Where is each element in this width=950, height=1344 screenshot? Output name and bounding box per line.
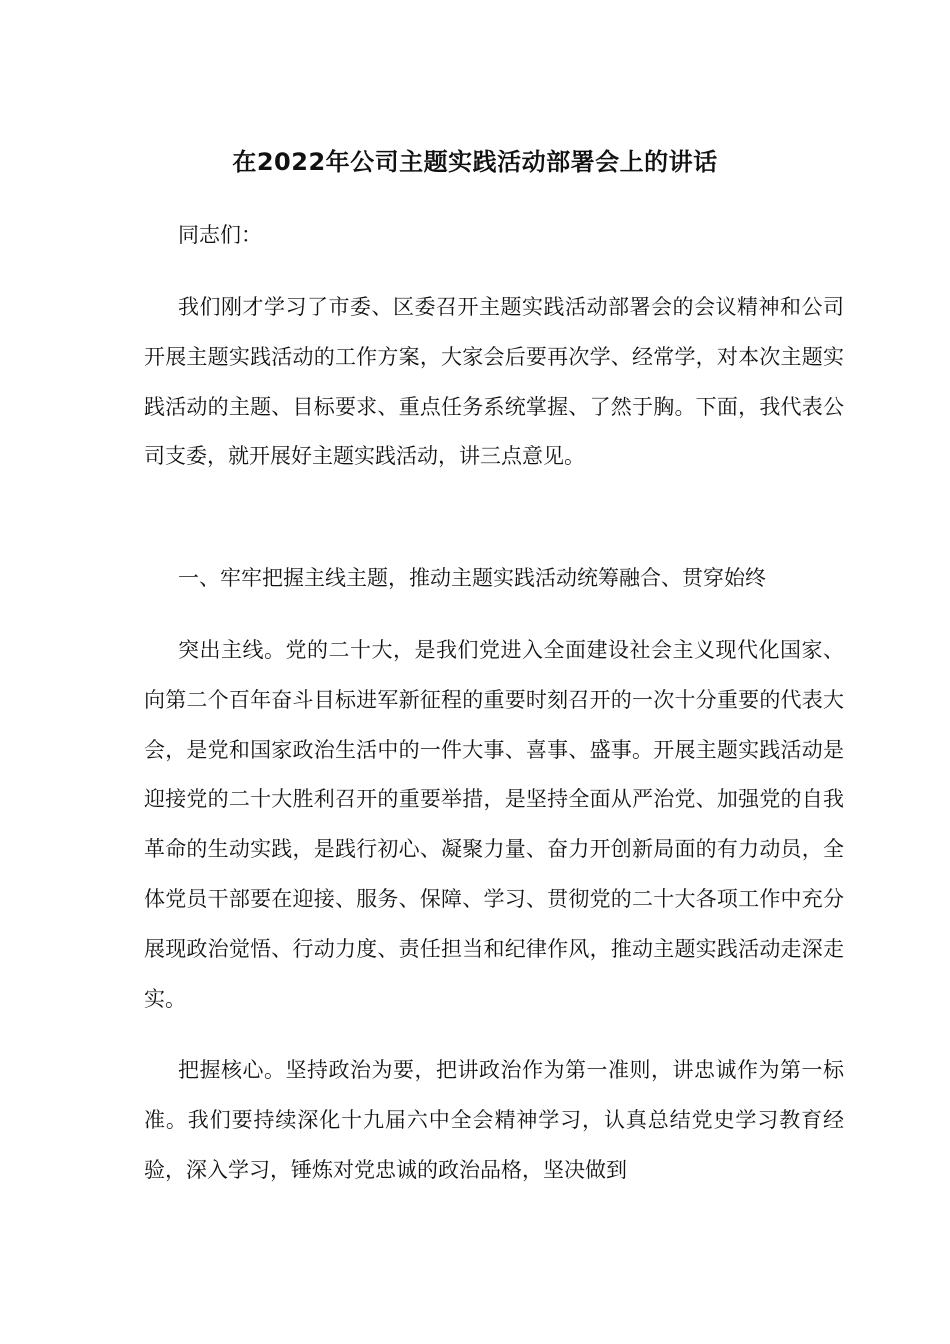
section-heading-1: 一、牢牢把握主线主题，推动主题实践活动统筹融合、贯穿始终 [178, 566, 766, 590]
document-title: 在2022年公司主题实践活动部署会上的讲话 [232, 148, 718, 176]
intro-paragraph: 我们刚才学习了市委、区委召开主题实践活动部署会的会议精神和公司开展主题实践活动的工作方案，大家会后要再次学、经常学，对本次主题实践活动的主题、目标要求、重点任务系统掌握、了然于胸。下面，我代表公司支委，就开展好主题实践活动，讲三点意见。 [144, 295, 844, 469]
body-paragraph-1: 突出主线。党的二十大，是我们党进入全面建设社会主义现代化国家、向第二个百年奋斗目标进军新征程的重要时刻召开的一次十分重要的代表大会，是党和国家政治生活中的一件大事、喜事、盛事。开展主题实践活动是迎接党的二十大胜利召开的重要举措，是坚持全面从严治党、加强党的自我革命的生动实践，是践行初心、凝聚力量、奋力开创新局面的有力动员，全体党员干部要在迎接、服务、保障、学习、贯彻党的二十大各项工作中充分展现政治觉悟、行动力度、责任担当和纪律作风，推动主题实践活动走深走实。 [144, 638, 844, 1011]
body-paragraph-2: 把握核心。坚持政治为要，把讲政治作为第一准则，讲忠诚作为第一标准。我们要持续深化十九届六中全会精神学习，认真总结党史学习教育经验，深入学习，锤炼对党忠诚的政治品格，坚决做到 [144, 1058, 844, 1182]
greeting: 同志们： [178, 223, 262, 247]
